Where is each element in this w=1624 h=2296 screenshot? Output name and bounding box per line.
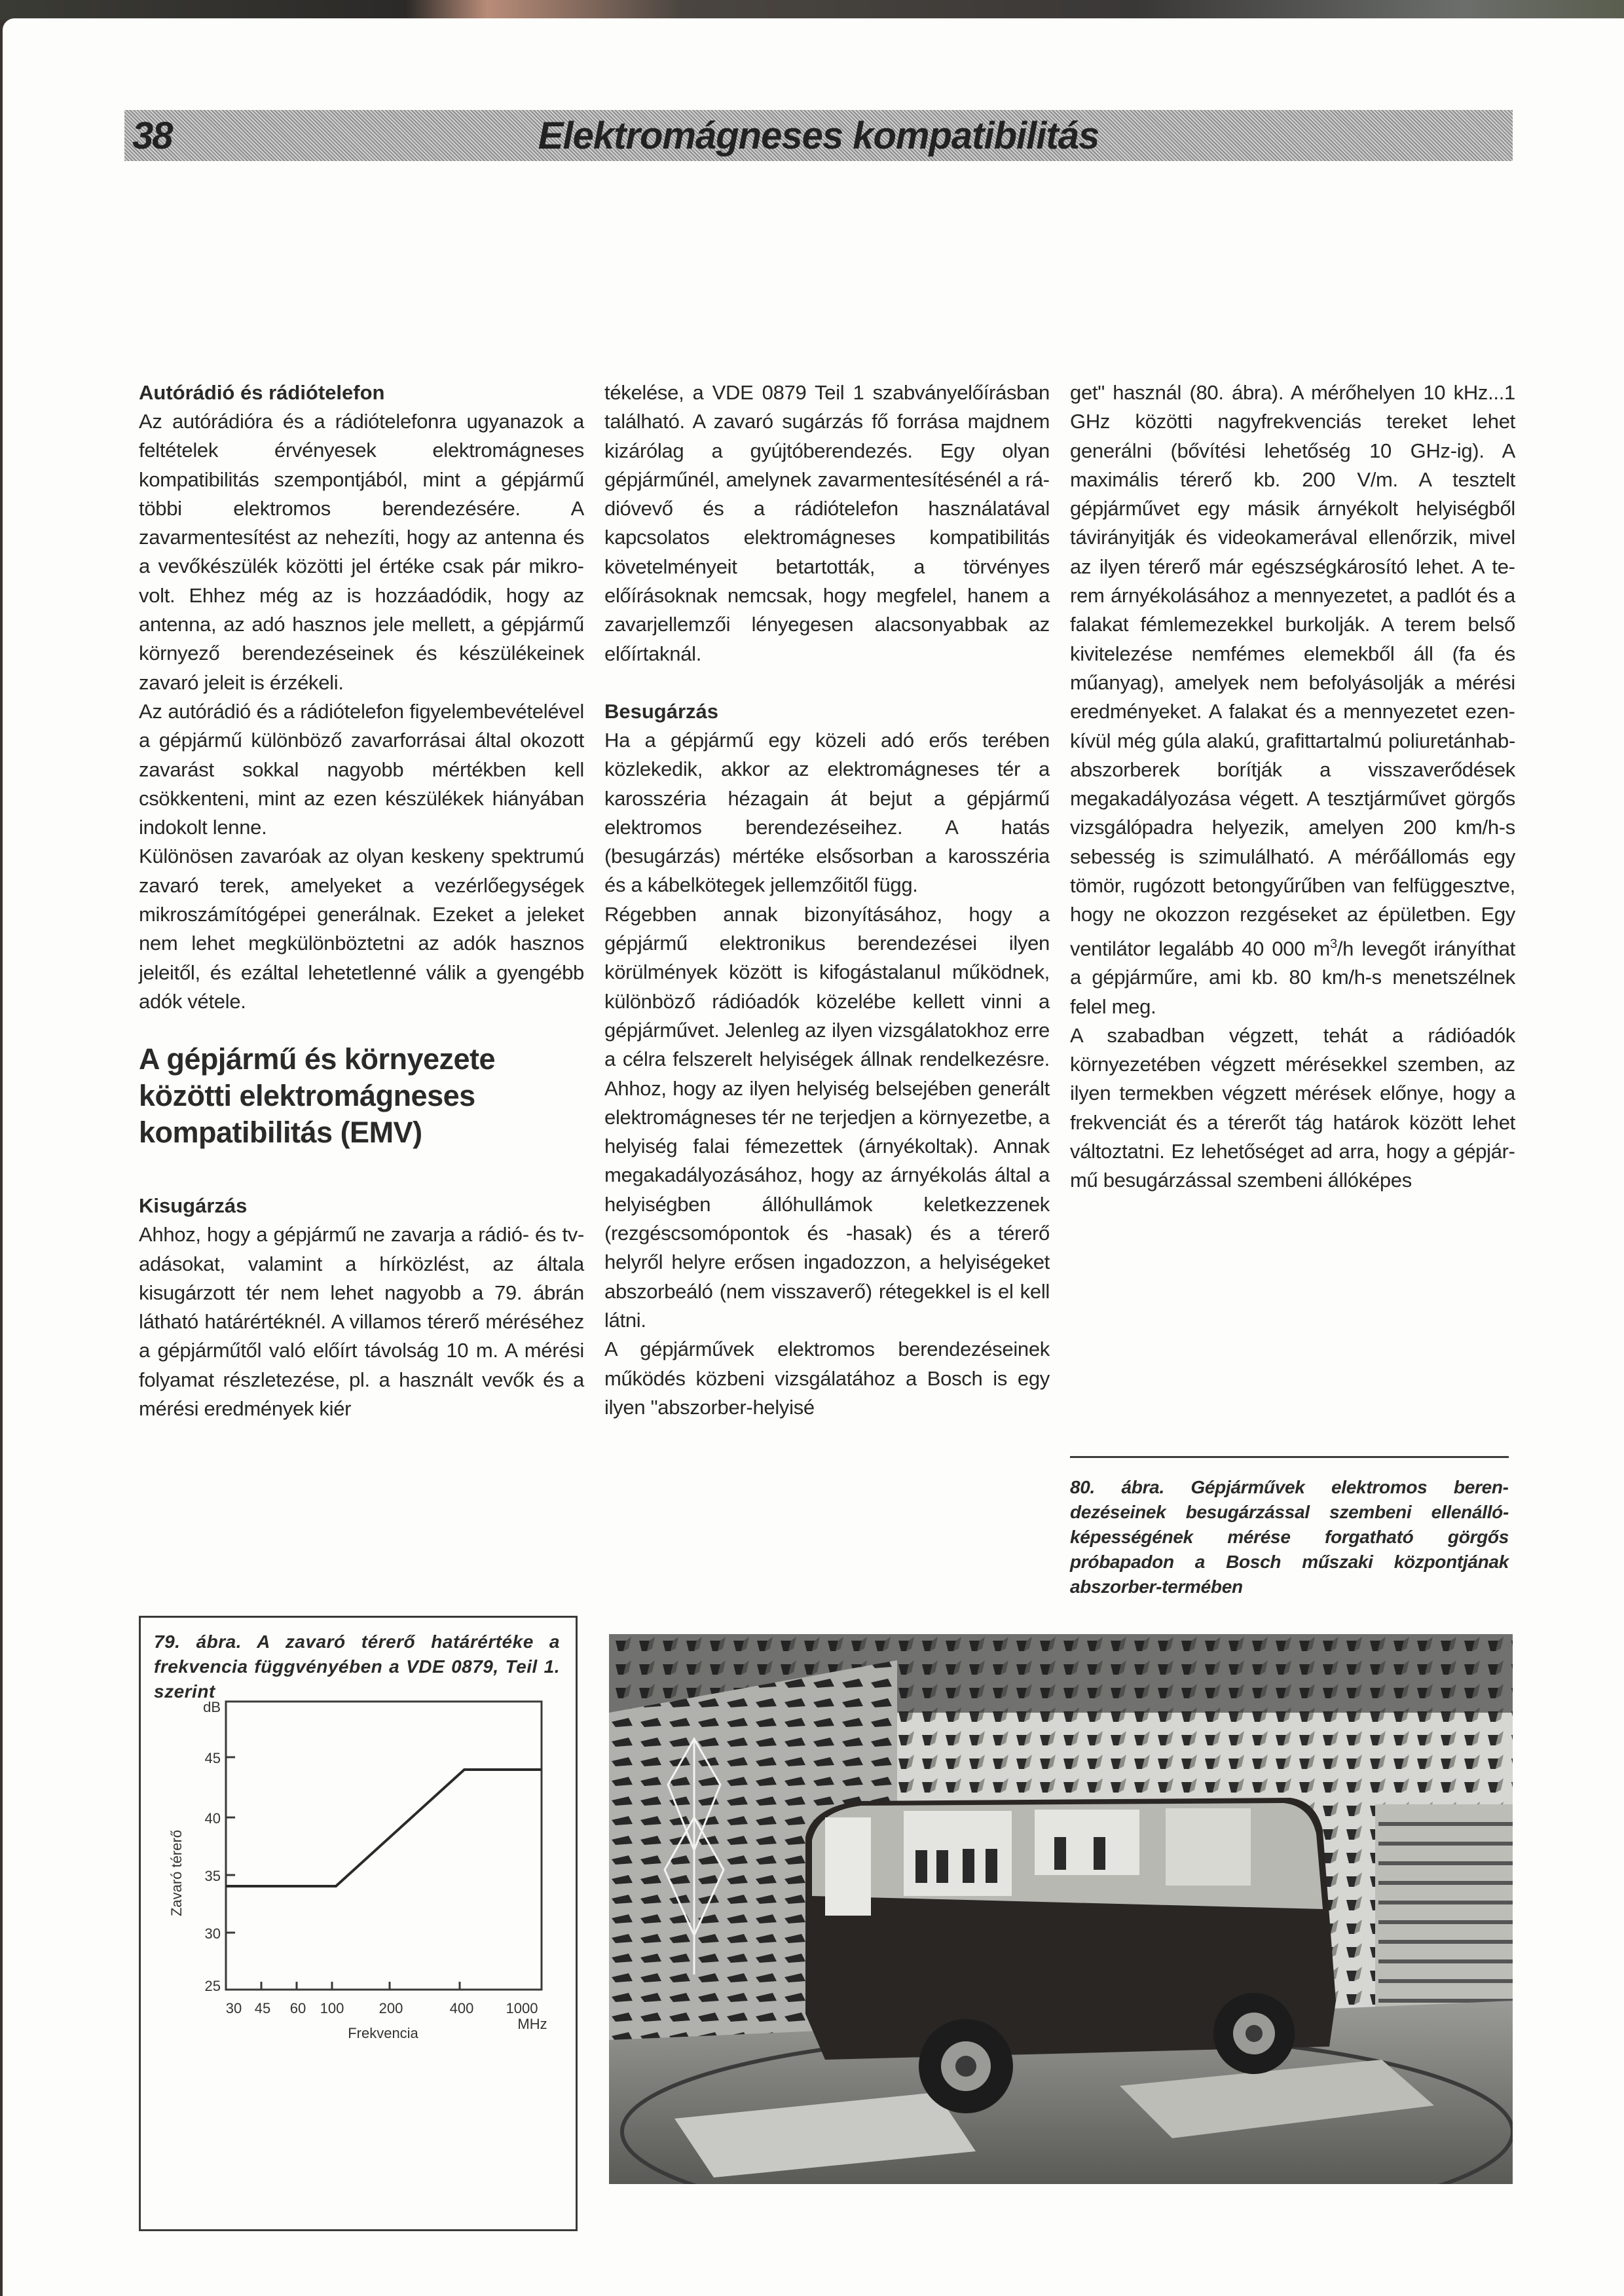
page-number: 38 bbox=[132, 115, 172, 157]
text-column-2 bbox=[604, 378, 1050, 1422]
running-header bbox=[124, 110, 1513, 161]
paragraph: Az autórádió és a rádiótelefon figyelembevételével a gépjármű különböző zavarforrásai által okozott zavarást sokkal nagyobb mértékben kell csökkenteni, mint az ezen készülékek hiányában indokolt lenne. bbox=[139, 699, 584, 839]
paragraph: tékelése, a VDE 0879 Teil 1 szabványelőírásban található. A zavaró sugárzás fő forrása majdnem kizárólag a gyújtóberendezés. Egy olyan gépjárműnél, amelynek zavarmentesítésénél a rádióvevő és a rádiótelefon használatával kapcsolatos elektromágneses kompatibilitás követelményeit betartották, a törvényes előírásoknak nemcsak, hogy megfelel, hanem a zavarjellemzői lényegesen alacsonyabbak az előírtaknál. bbox=[604, 381, 1050, 665]
figure-80-caption: 80. ábra. Gépjárművek elektromos berendezéseinek besugárzással szembeni ellenálló-képességének mérése forgatható görgős próbapadon a Bosch műszaki központjának abszorber-termében bbox=[1070, 1477, 1509, 1597]
paragraph-text: /h levegőt irányíthat a gépjárműre, ami kb. 80 km/h-s menetszélnek felel meg. bbox=[1070, 936, 1515, 1018]
svg-text:dB: dB bbox=[203, 1699, 221, 1715]
svg-text:30: 30 bbox=[204, 1925, 221, 1942]
y-tick-labels bbox=[203, 1699, 221, 1994]
svg-text:25: 25 bbox=[204, 1978, 221, 1994]
svg-text:200: 200 bbox=[378, 2000, 403, 2016]
svg-text:1000: 1000 bbox=[506, 2000, 538, 2016]
y-axis-label: Zavaró térerő bbox=[168, 1829, 185, 1917]
section-title-emv: A gépjármű és környezete közötti elektromágneses kompatibilitás (EMV) bbox=[139, 1042, 496, 1150]
svg-text:45: 45 bbox=[204, 1750, 221, 1766]
paragraph-text: get" használ (80. ábra). A mérőhelyen 10 kHz...1 GHz közötti nagyfrekvenciás tereket lehet generálni (bővítési lehetőség 10 GHz-ig). A maximális térerő kb. 200 V/m. A tesztelt gépjárművet egy másik árnyékolt helyiségből távirányitják és videokamerával ellenőrzik, mivel az ilyen térerő már egészségkárosító lehet. A terem árnyékolásához a mennyezetet, a padlót és a falakat fémlemezekkel burkolják. A terem belső kivitelezése nemfémes elemekből áll (fa és műanyag), amelyek nem befolyásolják a mérési eredményeket. A falakat és a mennyezetet ezenkívül még gúla alakú, grafittartalmú poliuretánhab-abszorberek borítják a visszaverődések megakadályozása végett. A tesztjárművet görgős vizsgálópadra helyezik, amelyen 200 km/h-s sebesség is szimulálható. A mérőállomás egy tömör, rugózott betongyűrűben van felfüggesztve, hogy ne okozzon rezgéseket az épületben. Egy ventilátor legalább 40 000 bbox=[1070, 381, 1515, 960]
limit-value-chart bbox=[141, 1618, 576, 2229]
paragraph: Ha a gépjármű egy közeli adó erős terében közlekedik, akkor az elektromágneses tér a karosszéria hézagain át bejut a gépjármű elektromos berendezéseihez. A hatás (besugárzás) mértéke elsősorban a karosszéria és a kábelkötegek jellemzőitől függ. bbox=[604, 728, 1050, 897]
svg-text:45: 45 bbox=[254, 2000, 271, 2016]
unit-superscript: 3 bbox=[1329, 936, 1337, 951]
y-ticks bbox=[226, 1757, 235, 1933]
svg-text:60: 60 bbox=[289, 2000, 306, 2016]
paragraph: A szabadban végzett, tehát a rádióadók környezetében végzett mérésekkel szemben, az ilyen termekben végzett mérések előnye, hogy a frekvenciát és a térerőt tág határok között lehet változtatni. Ez lehetőséget ad arra, hogy a gépjármű besugárzással szembeni állóképes bbox=[1070, 1023, 1515, 1192]
anechoic-chamber-photo bbox=[609, 1634, 1513, 2184]
x-ticks bbox=[261, 1982, 460, 1990]
running-title: Elektromágneses kompatibilitás bbox=[538, 115, 1099, 157]
paragraph: Az autórádióra és a rádiótelefonra ugyanazok a feltételek érvényesek elektromágneses kompatibilitás szempontjából, mint a gépjármű többi elektromos berendezésére. A zavarmentesítést az nehezíti, hogy az antenna és a vevőkészülék közötti jel értéke csak pár mikrovolt. Ehhez még az is hozzáadódik, hogy az antenna, az adó hasznos jele mellett, a gépjármű környező berendezéseinek és készülékeinek zavaró jeleit is érzékeli. bbox=[139, 410, 584, 694]
paragraph: Különösen zavaróak az olyan keskeny spektrumú zavaró terek, amelyeket a vezérlőegységek mikroszámítógépei generálnak. Ezeket a jeleket nem lehet megkülönböztetni az adók hasznos jeleitől, és ezáltal lehetetlenné válik a gyengébb adók vétele. bbox=[139, 845, 584, 1013]
x-tick-labels bbox=[226, 2000, 538, 2016]
text-column-1 bbox=[139, 378, 584, 1423]
svg-text:400: 400 bbox=[449, 2000, 474, 2016]
subheading-besugarzas: Besugárzás bbox=[604, 699, 719, 723]
scan-edge bbox=[0, 0, 1624, 20]
paragraph bbox=[1070, 378, 1515, 1021]
paragraph: A gépjárművek elektromos berendezéseinek működés közbeni vizsgálatához a Bosch is egy ilyen "abszorber-helyisé bbox=[604, 1338, 1050, 1419]
limit-line bbox=[226, 1770, 542, 1886]
svg-text:30: 30 bbox=[225, 2000, 242, 2016]
svg-text:100: 100 bbox=[320, 2000, 344, 2016]
text-column-3 bbox=[1070, 378, 1515, 1195]
figure-79-caption: 79. ábra. A zavaró térerő határértéke a frekvencia függvényében a VDE 0879, Teil 1. szerint bbox=[154, 1631, 560, 1702]
x-unit-label: MHz bbox=[517, 2016, 547, 2032]
x-axis-label: Frekvencia bbox=[348, 2025, 418, 2041]
paragraph: Ahhoz, hogy a gépjármű ne zavarja a rádió- és tv-adásokat, valamint a hírközlést, az általa kisugárzott tér nem lehet nagyobb a 79. ábrán látható határértéknél. A villamos térerő méréséhez a gépjárműtől való előírt távolság 10 m. A mérési folyamat részletezése, pl. a használt vevők és a mérési eredmények kiér bbox=[139, 1223, 584, 1421]
subheading-kisugarzas: Kisugárzás bbox=[139, 1194, 248, 1218]
caption-rule bbox=[1070, 1456, 1509, 1458]
subheading-autoradio: Autórádió és rádiótelefon bbox=[139, 381, 385, 404]
figure-79-box bbox=[139, 1616, 578, 2231]
svg-text:35: 35 bbox=[204, 1868, 221, 1884]
paragraph: Régebben annak bizonyításához, hogy a gépjármű elektronikus berendezései ilyen körülmények között is kifogástalanul működnek, különböző rádióadók közelébe kellett vinni a gépjárművet. Jelenleg az ilyen vizsgálatokhoz erre a célra felszerelt helyiségek állnak rendelkezésre. Ahhoz, hogy az ilyen helyiség belsejében generált elektromágneses tér ne terjedjen a környezetbe, a helyiség falai fémezettek (árnyékoltak). Annak megakadályozásához, hogy az árnyékolás által a helyiségben állóhullámok keletkezzenek (rezgéscsomópontok és -hasak) és a térerő helyről helyre erősen ingadozzon, a helyiségeket abszorbeáló (nem visszaverő) rétegekkel is el kell látni. bbox=[604, 902, 1050, 1332]
photo-illustration bbox=[609, 1634, 1513, 2184]
plot-frame bbox=[226, 1702, 542, 1990]
figure-80-caption-block bbox=[1070, 1456, 1509, 1599]
unit-text: m bbox=[1313, 936, 1330, 960]
svg-text:40: 40 bbox=[204, 1810, 221, 1827]
